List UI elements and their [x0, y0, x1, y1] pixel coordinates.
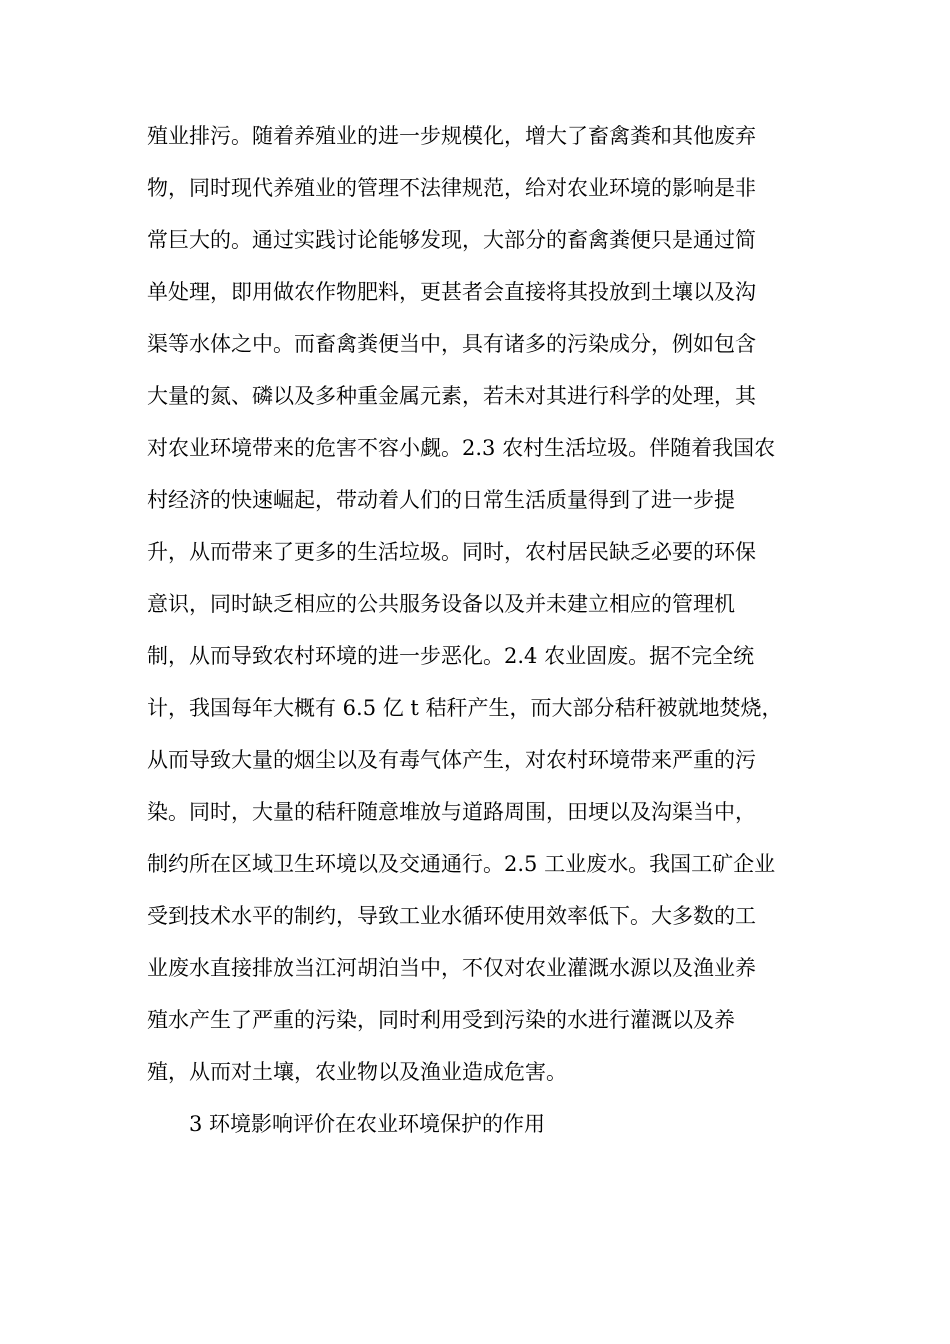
body-text-line: 殖水产生了严重的污染，同时利用受到污染的水进行灌溉以及养: [147, 1008, 735, 1032]
section-heading: 3 环境影响评价在农业环境保护的作用: [189, 1112, 546, 1136]
body-text-line: 渠等水体之中。而畜禽粪便当中，具有诸多的污染成分，例如包含: [147, 332, 756, 356]
body-text-line: 殖业排污。随着养殖业的进一步规模化，增大了畜禽粪和其他废弃: [147, 124, 756, 148]
body-text-line: 对农业环境带来的危害不容小觑。2.3 农村生活垃圾。伴随着我国农: [147, 436, 776, 460]
body-text-line: 业废水直接排放当江河胡泊当中，不仅对农业灌溉水源以及渔业养: [147, 956, 756, 980]
body-text-line: 大量的氮、磷以及多种重金属元素，若未对其进行科学的处理，其: [147, 384, 756, 408]
body-text-line: 制约所在区域卫生环境以及交通通行。2.5 工业废水。我国工矿企业: [147, 852, 776, 876]
body-text-line: 殖，从而对土壤，农业物以及渔业造成危害。: [147, 1060, 567, 1084]
body-text-line: 村经济的快速崛起，带动着人们的日常生活质量得到了进一步提: [147, 488, 735, 512]
body-text-line: 物，同时现代养殖业的管理不法律规范，给对农业环境的影响是非: [147, 176, 756, 200]
body-text-line: 受到技术水平的制约，导致工业水循环使用效率低下。大多数的工: [147, 904, 756, 928]
body-text-line: 意识，同时缺乏相应的公共服务设备以及并未建立相应的管理机: [147, 592, 735, 616]
body-text-line: 制，从而导致农村环境的进一步恶化。2.4 农业固废。据不完全统: [147, 644, 755, 668]
body-text-line: 升，从而带来了更多的生活垃圾。同时，农村居民缺乏必要的环保: [147, 540, 756, 564]
body-text-line: 染。同时，大量的秸秆随意堆放与道路周围，田埂以及沟渠当中，: [147, 800, 756, 824]
body-text-line: 从而导致大量的烟尘以及有毒气体产生，对农村环境带来严重的污: [147, 748, 756, 772]
body-text-line: 常巨大的。通过实践讨论能够发现，大部分的畜禽粪便只是通过简: [147, 228, 756, 252]
body-text-line: 单处理，即用做农作物肥料，更甚者会直接将其投放到土壤以及沟: [147, 280, 756, 304]
body-text-line: 计，我国每年大概有 6.5 亿 t 秸秆产生，而大部分秸秆被就地焚烧，: [147, 696, 783, 720]
